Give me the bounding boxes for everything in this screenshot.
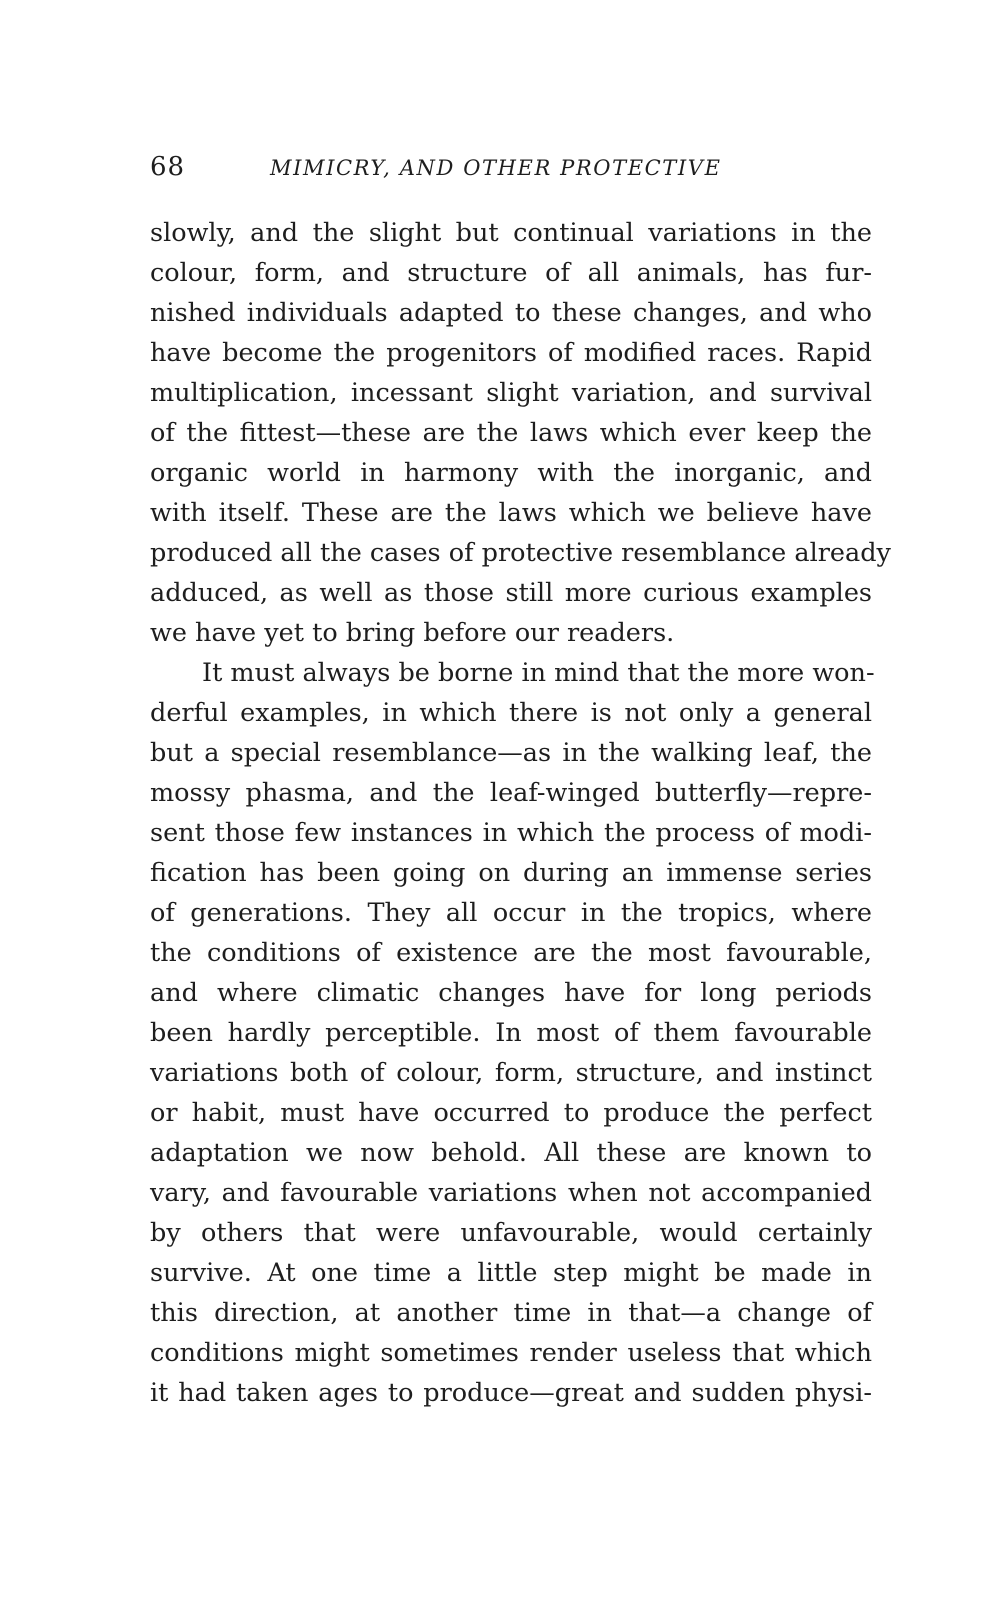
text-line: produced all the cases of protective resemblance already — [150, 538, 891, 568]
text-line: the conditions of existence are the most favourable, — [150, 938, 872, 968]
text-line: we have yet to bring before our readers. — [150, 618, 675, 648]
running-title: MIMICRY, AND OTHER PROTECTIVE — [270, 156, 722, 180]
text-line: sent those few instances in which the process of modi- — [150, 818, 872, 848]
text-line: vary, and favourable variations when not accompanied — [150, 1178, 872, 1208]
paragraph-2 — [150, 653, 875, 1413]
text-line: of the fittest—these are the laws which ever keep the — [150, 418, 872, 448]
text-line: multiplication, incessant slight variation, and survival — [150, 378, 872, 408]
text-line: and where climatic changes have for long periods — [150, 978, 872, 1008]
text-line: variations both of colour, form, structure, and instinct — [150, 1058, 872, 1088]
text-line: It must always be borne in mind that the more won- — [202, 658, 875, 688]
text-line: with itself. These are the laws which we believe have — [150, 498, 872, 528]
body-text — [150, 213, 891, 1413]
text-line: fication has been going on during an immense series — [150, 858, 872, 888]
text-line: of generations. They all occur in the tropics, where — [150, 898, 872, 928]
text-line: or habit, must have occurred to produce the perfect — [150, 1098, 872, 1128]
paragraph-1 — [150, 213, 891, 653]
text-line: colour, form, and structure of all animals, has fur- — [150, 258, 872, 288]
text-line: this direction, at another time in that—a change of — [150, 1298, 872, 1328]
text-line: adaptation we now behold. All these are known to — [150, 1138, 872, 1168]
text-line: derful examples, in which there is not only a general — [150, 698, 872, 728]
running-head — [150, 152, 910, 192]
text-line: but a special resemblance—as in the walking leaf, the — [150, 738, 872, 768]
text-line: slowly, and the slight but continual variations in the — [150, 218, 872, 248]
text-line: adduced, as well as those still more curious examples — [150, 578, 872, 608]
text-line: survive. At one time a little step might be made in — [150, 1258, 872, 1288]
text-line: nished individuals adapted to these changes, and who — [150, 298, 872, 328]
text-line: mossy phasma, and the leaf-winged butterfly—repre- — [150, 778, 872, 808]
page-number: 68 — [150, 152, 186, 182]
text-line: been hardly perceptible. In most of them favourable — [150, 1018, 872, 1048]
text-line: have become the progenitors of modified races. Rapid — [150, 338, 872, 368]
text-line: it had taken ages to produce—great and sudden physi- — [150, 1378, 872, 1408]
text-line: organic world in harmony with the inorganic, and — [150, 458, 872, 488]
text-line: conditions might sometimes render useless that which — [150, 1338, 872, 1368]
text-line: by others that were unfavourable, would certainly — [150, 1218, 872, 1248]
